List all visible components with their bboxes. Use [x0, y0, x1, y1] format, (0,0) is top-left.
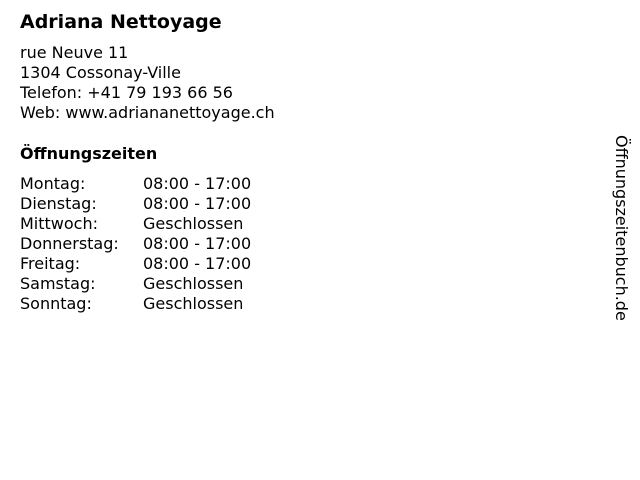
- hours-row: [20, 274, 251, 294]
- day-label: Mittwoch:: [20, 214, 98, 233]
- website: Web: www.adriananettoyage.ch: [20, 103, 275, 122]
- day-label: Sonntag:: [20, 294, 92, 313]
- phone: Telefon: +41 79 193 66 56: [20, 83, 233, 102]
- time-value: Geschlossen: [143, 214, 244, 233]
- time-value: 08:00 - 17:00: [143, 234, 252, 253]
- hours-row: [20, 234, 251, 254]
- day-label: Samstag:: [20, 274, 96, 293]
- hours-row: [20, 254, 251, 274]
- day-label: Donnerstag:: [20, 234, 119, 253]
- time-value: Geschlossen: [143, 294, 244, 313]
- hours-row: [20, 214, 251, 234]
- business-name: Adriana Nettoyage: [20, 11, 222, 33]
- hours-row: [20, 294, 251, 314]
- day-label: Montag:: [20, 174, 86, 193]
- address-block: [20, 43, 275, 123]
- time-value: 08:00 - 17:00: [143, 194, 252, 213]
- street: rue Neuve 11: [20, 43, 129, 62]
- hours-table: [20, 174, 251, 314]
- hours-heading: Öffnungszeiten: [20, 144, 158, 163]
- city: 1304 Cossonay-Ville: [20, 63, 181, 82]
- time-value: 08:00 - 17:00: [143, 174, 252, 193]
- time-value: Geschlossen: [143, 274, 244, 293]
- hours-row: [20, 174, 251, 194]
- day-label: Freitag:: [20, 254, 81, 273]
- hours-row: [20, 194, 251, 214]
- time-value: 08:00 - 17:00: [143, 254, 252, 273]
- brand-watermark: Öffnungszeitenbuch.de: [612, 135, 631, 321]
- day-label: Dienstag:: [20, 194, 97, 213]
